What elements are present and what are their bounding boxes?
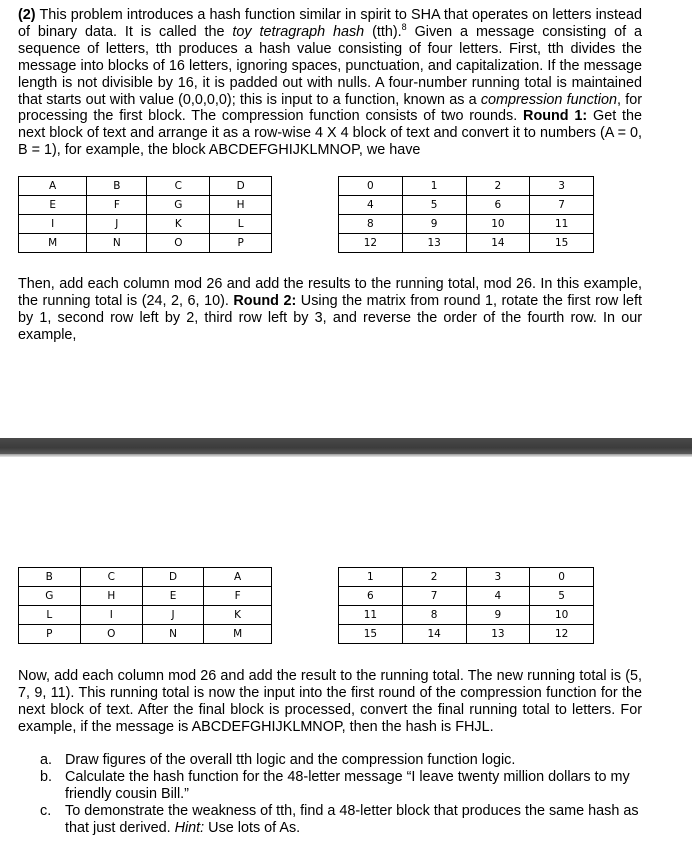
table-row	[339, 625, 594, 644]
table-cell: P	[210, 234, 272, 253]
question-a	[40, 752, 644, 769]
table-cell: K	[204, 606, 272, 625]
table-cell: B	[19, 568, 81, 587]
table-row	[339, 234, 594, 253]
intro-paragraph	[18, 7, 642, 159]
table-cell: 12	[530, 625, 594, 644]
table-cell: 2	[466, 177, 530, 196]
problem-number: (2)	[18, 7, 36, 23]
table-cell: 7	[530, 196, 594, 215]
middle-text-2: Using the matrix from round 1, rotate the first row left by 1, second row left by 2, third row left by 3, and reverse the order of the fourth row. In our example,	[18, 292, 642, 343]
table-cell: 10	[530, 606, 594, 625]
table-cell: E	[19, 196, 87, 215]
table-cell: D	[142, 568, 203, 587]
table-row	[339, 568, 594, 587]
intro-text-4: , for processing the first block. The compression function consists of two rounds.	[18, 91, 642, 125]
table-cell: 14	[466, 234, 530, 253]
round2-letter-table	[18, 567, 272, 644]
table-cell: I	[19, 215, 87, 234]
question-marker: a.	[40, 752, 53, 768]
page-divider	[0, 438, 692, 454]
table-cell: F	[87, 196, 147, 215]
table-cell: 9	[466, 606, 530, 625]
table-cell: M	[204, 625, 272, 644]
question-marker: c.	[40, 802, 52, 819]
table-cell: 5	[402, 196, 466, 215]
table-cell: 1	[339, 568, 403, 587]
table-row	[339, 215, 594, 234]
table-cell: E	[142, 587, 203, 606]
table-cell: 8	[339, 215, 403, 234]
table-cell: N	[142, 625, 203, 644]
table-cell: A	[19, 177, 87, 196]
table-cell: H	[210, 196, 272, 215]
table-cell: 13	[466, 625, 530, 644]
table-cell: 7	[402, 587, 466, 606]
question-marker: b.	[40, 768, 53, 785]
table-cell: F	[204, 587, 272, 606]
table-cell: 11	[530, 215, 594, 234]
table-row	[339, 177, 594, 196]
intro-text-3: Given a message consisting of a sequence of letters, tth produces a hash value consisting of four letters. First, tth divides the message into blocks of 16 letters, ignoring spaces, punctuation, and capitalization. If the message length is not divisible by 16, it is padded out with nulls. A four-number running total is maintained that starts out with value (0,0,0,0); this is input to a function, known as a	[18, 23, 642, 108]
table-row	[19, 215, 272, 234]
table-cell: 4	[466, 587, 530, 606]
table-cell: O	[147, 234, 210, 253]
table-cell: 12	[339, 234, 403, 253]
intro-text-2: (tth).	[364, 23, 402, 40]
table-cell: A	[204, 568, 272, 587]
table-cell: 13	[402, 234, 466, 253]
table-cell: J	[87, 215, 147, 234]
table-cell: 10	[466, 215, 530, 234]
table-cell: L	[19, 606, 81, 625]
question-text: Calculate the hash function for the 48-letter message “I leave twenty million dollars to my friendly cousin Bill.”	[65, 768, 630, 802]
question-c	[40, 803, 644, 837]
table-cell: C	[147, 177, 210, 196]
footnote-mark: 8	[401, 22, 407, 33]
table-cell: 3	[530, 177, 594, 196]
table-cell: 8	[402, 606, 466, 625]
table-cell: O	[80, 625, 142, 644]
table-row	[19, 568, 272, 587]
table-row	[19, 625, 272, 644]
table-cell: C	[80, 568, 142, 587]
table-cell: 9	[402, 215, 466, 234]
table-cell: 0	[530, 568, 594, 587]
table-cell: H	[80, 587, 142, 606]
table-row	[19, 234, 272, 253]
table-cell: 0	[339, 177, 403, 196]
table-row	[19, 177, 272, 196]
table-cell: L	[210, 215, 272, 234]
intro-text-1: This problem introduces a hash function similar in spirit to SHA that operates on letters instead of binary data. It is called the	[18, 7, 642, 40]
ending-paragraph: Now, add each column mod 26 and add the result to the running total. The new running total is (5, 7, 9, 11). This running total is now the input into the first round of the compression function for the next block of text. After the final block is processed, convert the final running total to letters. For example, if the message is ABCDEFGHIJKLMNOP, then the hash is FHJL.	[18, 668, 642, 735]
table-cell: I	[80, 606, 142, 625]
middle-text-1: Then, add each column mod 26 and add the results to the running total, mod 26. In this example, the running total is (24, 2, 6, 10).	[18, 276, 642, 309]
table-cell: 6	[339, 587, 403, 606]
middle-paragraph	[18, 276, 642, 344]
intro-text-5: Get the next block of text and arrange it as a row-wise 4 X 4 block of text and convert it to numbers (A = 0, B = 1), for example, the block ABCDEFGHIJKLMNOP, we have	[18, 108, 642, 159]
table-cell: 1	[402, 177, 466, 196]
hash-name: toy tetragraph hash	[232, 23, 365, 40]
table-cell: 6	[466, 196, 530, 215]
table-cell: N	[87, 234, 147, 253]
table-cell: 5	[530, 587, 594, 606]
table-cell: 3	[466, 568, 530, 587]
table-cell: 15	[339, 625, 403, 644]
table-cell: P	[19, 625, 81, 644]
hint-label: Hint:	[174, 819, 205, 836]
round2-number-table	[338, 567, 594, 644]
table-cell: B	[87, 177, 147, 196]
table-cell: D	[210, 177, 272, 196]
table-cell: 15	[530, 234, 594, 253]
table-row	[339, 606, 594, 625]
question-list	[40, 752, 644, 837]
table-cell: 14	[402, 625, 466, 644]
table-cell: 2	[402, 568, 466, 587]
table-row	[19, 196, 272, 215]
question-text: Draw figures of the overall tth logic and the compression function logic.	[65, 752, 516, 768]
table-row	[19, 587, 272, 606]
table-row	[19, 606, 272, 625]
table-row	[339, 587, 594, 606]
table-cell: 11	[339, 606, 403, 625]
hint-text: Use lots of As.	[204, 819, 301, 836]
table-row	[339, 196, 594, 215]
question-text: To demonstrate the weakness of tth, find a 48-letter block that produces the same hash as that just derived.	[65, 802, 639, 836]
table-cell: 4	[339, 196, 403, 215]
round2-label: Round 2:	[233, 292, 297, 309]
table-cell: G	[19, 587, 81, 606]
table-cell: K	[147, 215, 210, 234]
question-b	[40, 769, 644, 803]
table-cell: G	[147, 196, 210, 215]
round1-letter-table	[18, 176, 272, 253]
table-cell: J	[142, 606, 203, 625]
round1-label: Round 1:	[523, 108, 588, 125]
table-cell: M	[19, 234, 87, 253]
round1-number-table	[338, 176, 594, 253]
compression-function-term: compression function	[480, 91, 618, 108]
